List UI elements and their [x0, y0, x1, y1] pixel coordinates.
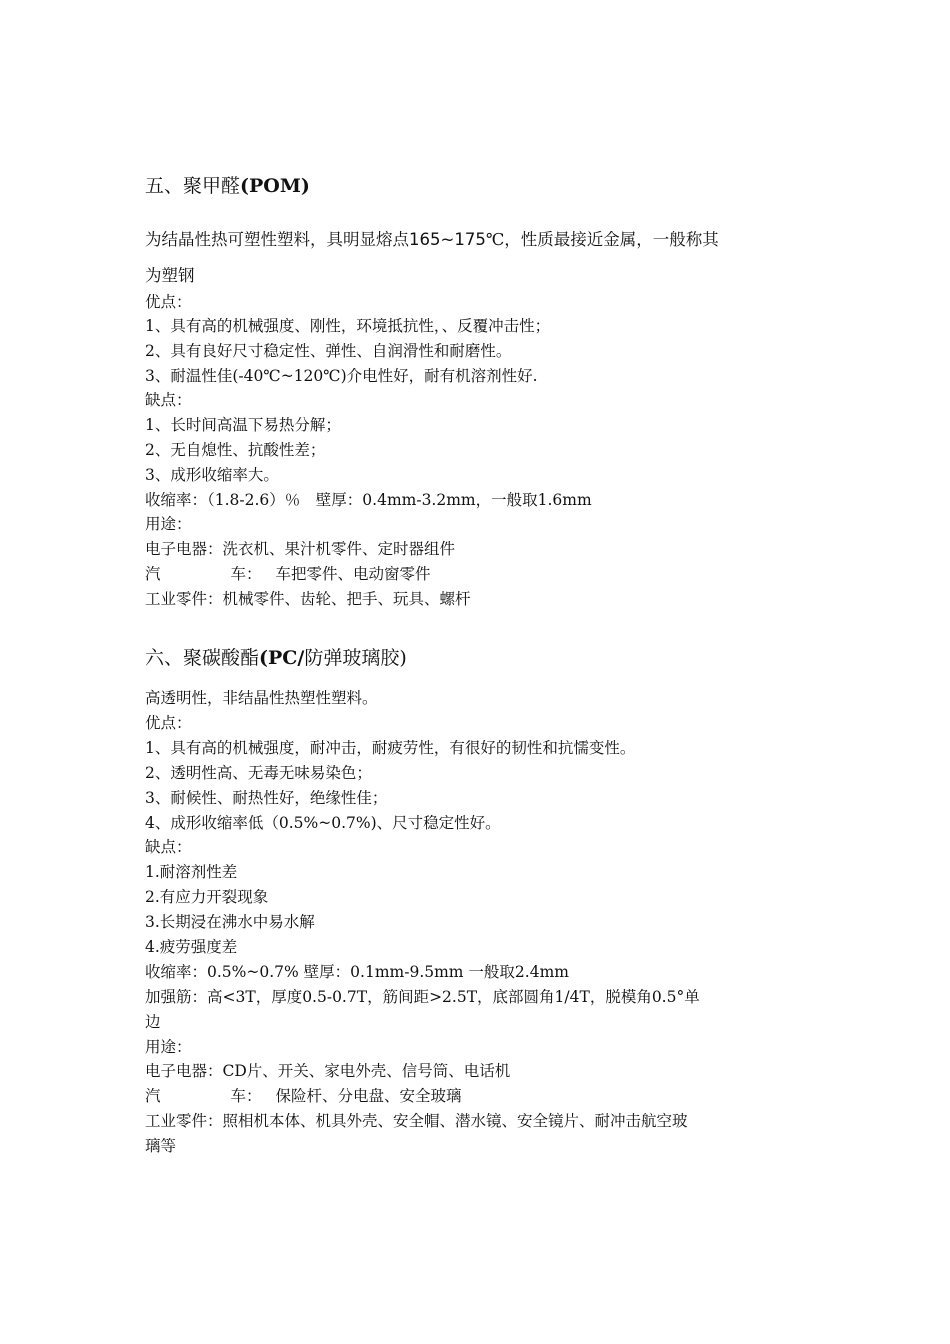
pc-intro: 高透明性，非结晶性热塑性塑料。 [145, 689, 378, 707]
pc-cons-label: 缺点： [145, 838, 192, 856]
pc-con-item: 4.疲劳强度差 [145, 938, 238, 956]
pom-intro-text-b: ℃，性质最接近金属，一般称其 [485, 230, 719, 249]
pom-con-item: 2、无自熄性、抗酸性差； [145, 441, 326, 459]
pom-pro-item: 3、耐温性佳(-40℃~120℃)介电性好，耐有机溶剂性好. [145, 367, 538, 385]
use-category-value: 保险杆、分电盘、安全玻璃 [275, 1087, 462, 1105]
pom-shrinkage: 收缩率：（1.8-2.6）％ 壁厚：0.4mm-3.2mm，一般取1.6mm [145, 491, 592, 509]
pom-pros-label: 优点： [145, 293, 192, 311]
pc-shrinkage: 收缩率：0.5%~0.7% 壁厚：0.1mm-9.5mm 一般取2.4mm [145, 963, 569, 981]
pom-intro-text: 为结晶性热可塑性塑料，具明显熔点 [145, 230, 409, 249]
pc-heading [145, 646, 407, 670]
pom-heading-text: 五、聚甲醛 [145, 175, 241, 197]
pc-uses-label: 用途： [145, 1038, 192, 1056]
pom-melting-point: 165~175 [409, 230, 486, 249]
pc-pro-item: 2、透明性高、无毒无味易染色； [145, 764, 372, 782]
pc-con-item: 2.有应力开裂现象 [145, 888, 269, 906]
use-category-label: 工业零件： [145, 590, 223, 608]
use-category-value: 洗衣机、果汁机零件、定时器组件 [222, 540, 456, 558]
pom-intro-line1 [145, 229, 719, 251]
use-category-label: 车： [230, 1087, 262, 1105]
pc-heading-text: 六、聚碳酸酯 [145, 647, 260, 669]
pc-use-electronics [145, 1060, 510, 1082]
pc-use-industry-cont: 璃等 [145, 1137, 177, 1155]
pc-con-item: 3.长期浸在沸水中易水解 [145, 913, 315, 931]
pc-use-auto [145, 1085, 462, 1107]
use-category-label: 电子电器： [145, 1062, 223, 1080]
pc-heading-code: (PC/ [259, 647, 305, 669]
pc-rib-line2: 边 [145, 1013, 161, 1031]
pom-pro-item: 1、具有高的机械强度、刚性，环境抵抗性，、反覆冲击性； [145, 317, 551, 335]
use-category-label: 车： [230, 565, 262, 583]
pc-con-item: 1.耐溶剂性差 [145, 863, 238, 881]
use-category-label: 工业零件： [145, 1112, 223, 1130]
pom-use-auto [145, 563, 431, 585]
pom-heading-code: (POM) [240, 175, 310, 197]
pom-heading [145, 174, 310, 198]
use-category-value: CD片、开关、家电外壳、信号筒、电话机 [222, 1062, 511, 1080]
use-category-label: 汽 [145, 565, 161, 583]
pc-pros-label: 优点： [145, 714, 192, 732]
pom-pro-item: 2、具有良好尺寸稳定性、弹性、自润滑性和耐磨性。 [145, 342, 512, 360]
pc-heading-suffix: 防弹玻璃胶) [304, 647, 407, 669]
pc-use-industry [145, 1110, 688, 1132]
pom-use-industry [145, 588, 471, 610]
pom-con-item: 1、长时间高温下易热分解； [145, 416, 341, 434]
pc-rib-line1: 加强筋：高<3T，厚度0.5-0.7T，筋间距>2.5T，底部圆角1/4T，脱模角0.5°单 [145, 988, 700, 1006]
pc-pro-item: 4、成形收缩率低（0.5%~0.7%)、尺寸稳定性好。 [145, 814, 501, 832]
pom-uses-label: 用途： [145, 515, 192, 533]
use-category-label: 电子电器： [145, 540, 223, 558]
use-category-value: 照相机本体、机具外壳、安全帽、潜水镜、安全镜片、耐冲击航空玻 [222, 1112, 688, 1130]
pom-con-item: 3、成形收缩率大。 [145, 466, 279, 484]
use-category-value: 机械零件、齿轮、把手、玩具、螺杆 [222, 590, 471, 608]
pom-use-electronics [145, 538, 455, 560]
pc-pro-item: 1、具有高的机械强度，耐冲击，耐疲劳性，有很好的韧性和抗懦变性。 [145, 739, 636, 757]
pc-pro-item: 3、耐候性、耐热性好，绝缘性佳； [145, 789, 388, 807]
use-category-value: 车把零件、电动窗零件 [275, 565, 431, 583]
pom-intro-line2: 为塑钢 [145, 266, 195, 285]
use-category-label: 汽 [145, 1087, 161, 1105]
pom-cons-label: 缺点： [145, 391, 192, 409]
